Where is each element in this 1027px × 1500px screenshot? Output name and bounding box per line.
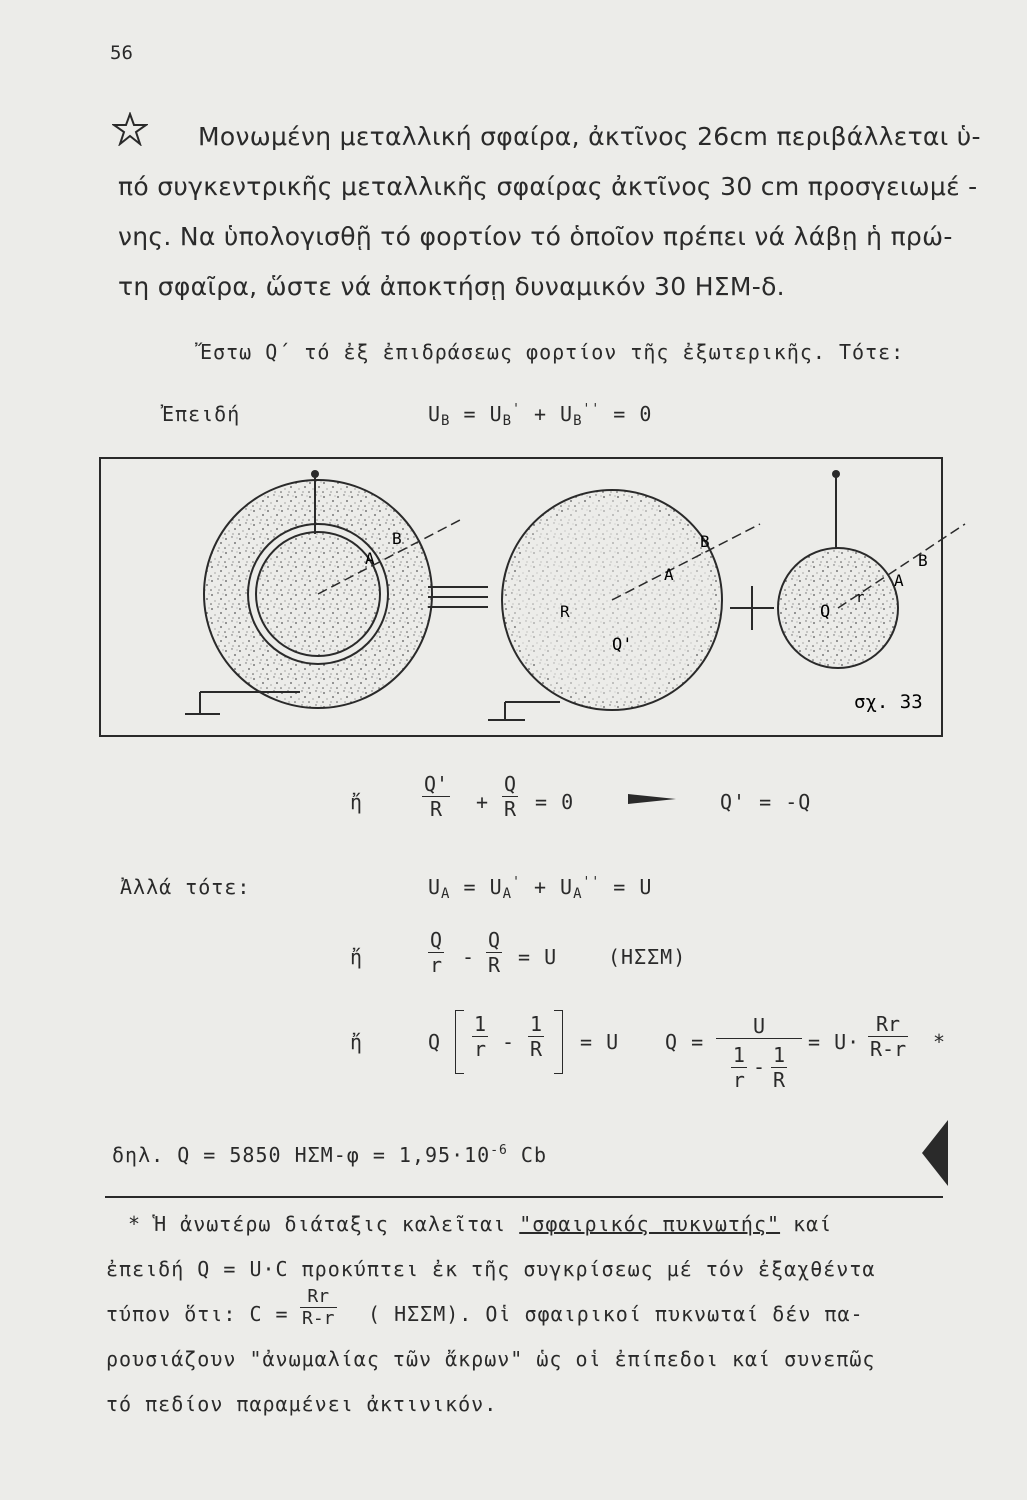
q-equals: Q =	[665, 1030, 705, 1054]
solution-intro: Ἔστω Q΄ τό ἐξ ἐπιδράσεως φορτίον τῆς ἐξωτερικῆς. Τότε:	[200, 340, 905, 364]
label-b-right: B	[918, 551, 928, 570]
frac-qprime-r: $\frac{Q'}{R}$	[424, 772, 449, 821]
label-r-mid: R	[560, 602, 570, 621]
page-number: 56	[110, 42, 133, 64]
equals-u-2: = U	[580, 1030, 620, 1054]
star-icon	[112, 112, 148, 146]
plus-sign-1: +	[476, 790, 490, 814]
problem-line-1: Μονωμένη μεταλλική σφαίρα, ἀκτῖνος 26cm περιβάλλεται ὑ-	[198, 122, 981, 151]
frac-q-r: $\frac{Q}{R}$	[504, 772, 517, 821]
arrow-right-icon	[628, 788, 676, 810]
problem-line-3: νης. Να ὑπολογισθῇ τό φορτίον τό ὁποῖον πρέπει νά λάβῃ ἡ πρώ-	[118, 222, 953, 251]
label-qprime-mid: Q'	[612, 635, 633, 655]
minus-sign-1: -	[462, 945, 476, 969]
minus-sign-2: -	[502, 1030, 516, 1054]
label-q-right: Q	[820, 602, 831, 622]
combined-spheres	[185, 470, 460, 714]
figure-spherical-capacitor	[0, 452, 1027, 742]
equation-ua: $U_A = U_A' + U_A'' = U$	[428, 875, 653, 902]
label-a-mid: A	[664, 565, 674, 584]
q-prefix: Q	[428, 1030, 442, 1054]
footnote-line-5: τό πεδίον παραμένει ἀκτινικόν.	[106, 1392, 498, 1416]
label-b-left: B	[392, 529, 402, 548]
unit-hssm: (ΗΣΣΜ)	[608, 945, 687, 969]
footnote-line-3b: ( ΗΣΣΜ). Οἱ σφαιρικοί πυκνωταί δέν πα-	[368, 1302, 864, 1326]
final-result: δηλ. Q = 5850 $H\Sigma M-\varphi = 1,95\cdot 10^{-6}$ Cb	[112, 1143, 547, 1167]
footnote-frac-rr: $\frac{Rr}{R-r}$	[302, 1286, 335, 1329]
footnote-quote: "σφαιρικός πυκνωτής"	[519, 1212, 781, 1236]
problem-line-2: πό συγκεντρικῆς μεταλλικῆς σφαίρας ἀκτῖνος 30 cm προσγειωμέ -	[118, 172, 978, 201]
inner-sphere	[778, 470, 965, 668]
arrow-left-icon	[922, 1120, 948, 1186]
result-qprime: Q' = -Q	[720, 790, 812, 814]
footnote-divider	[105, 1196, 943, 1198]
footnote-line-3: τύπον ὅτι: C =	[106, 1302, 289, 1326]
frac-q-small-r: $\frac{Q}{r}$	[430, 928, 443, 977]
equals-u-1: = U	[518, 945, 558, 969]
bracket-right	[554, 1010, 563, 1074]
since-label: Ἐπειδή	[162, 402, 241, 426]
frac-1-r: $\frac{1}{r}$	[474, 1012, 487, 1061]
equals-zero: = 0	[535, 790, 575, 814]
equals-u-dot: = U·	[808, 1030, 861, 1054]
footnote-line-1: * Ἡ ἀνωτέρω διάταξις καλεῖται "σφαιρικός πυκνωτής" καί	[128, 1212, 833, 1236]
problem-line-4: τη σφαῖρα, ὥστε νά ἀποκτήσῃ δυναμικόν 30 ΗΣΜ-δ.	[118, 272, 785, 301]
footnote-line-2: ἐπειδή Q = U·C προκύπτει ἐκ τῆς συγκρίσεως μέ τόν ἐξαχθέντα	[106, 1257, 876, 1281]
eta-2: ἤ	[350, 945, 364, 969]
big-fraction-num: U	[716, 1014, 802, 1039]
bracket-left	[455, 1010, 464, 1074]
label-r-right: r	[856, 590, 865, 606]
label-a-left: A	[365, 549, 375, 568]
but-then-label: Ἀλλά τότε:	[120, 875, 251, 899]
figure-caption: σχ. 33	[854, 691, 923, 713]
eta-1: ἤ	[350, 790, 364, 814]
outer-sphere	[488, 490, 760, 720]
label-b-mid: B	[700, 532, 710, 551]
eta-3: ἤ	[350, 1030, 364, 1054]
frac-q-big-r: $\frac{Q}{R}$	[488, 928, 501, 977]
footnote-line-4: ρουσιάζουν "ἀνωμαλίας τῶν ἄκρων" ὡς οἱ ἐπίπεδοι καί συνεπῶς	[106, 1347, 876, 1371]
frac-1-R: $\frac{1}{R}$	[530, 1012, 543, 1061]
big-fraction: U $\frac{1}{r}$ - $\frac{1}{R}$	[716, 1014, 802, 1092]
equation-ub: $U_B = U_B' + U_B'' = 0$	[428, 402, 653, 429]
asterisk-mark: *	[933, 1030, 947, 1054]
label-a-right: A	[894, 571, 904, 590]
frac-rr-r-minus-r: $\frac{Rr}{R-r}$	[870, 1012, 907, 1061]
